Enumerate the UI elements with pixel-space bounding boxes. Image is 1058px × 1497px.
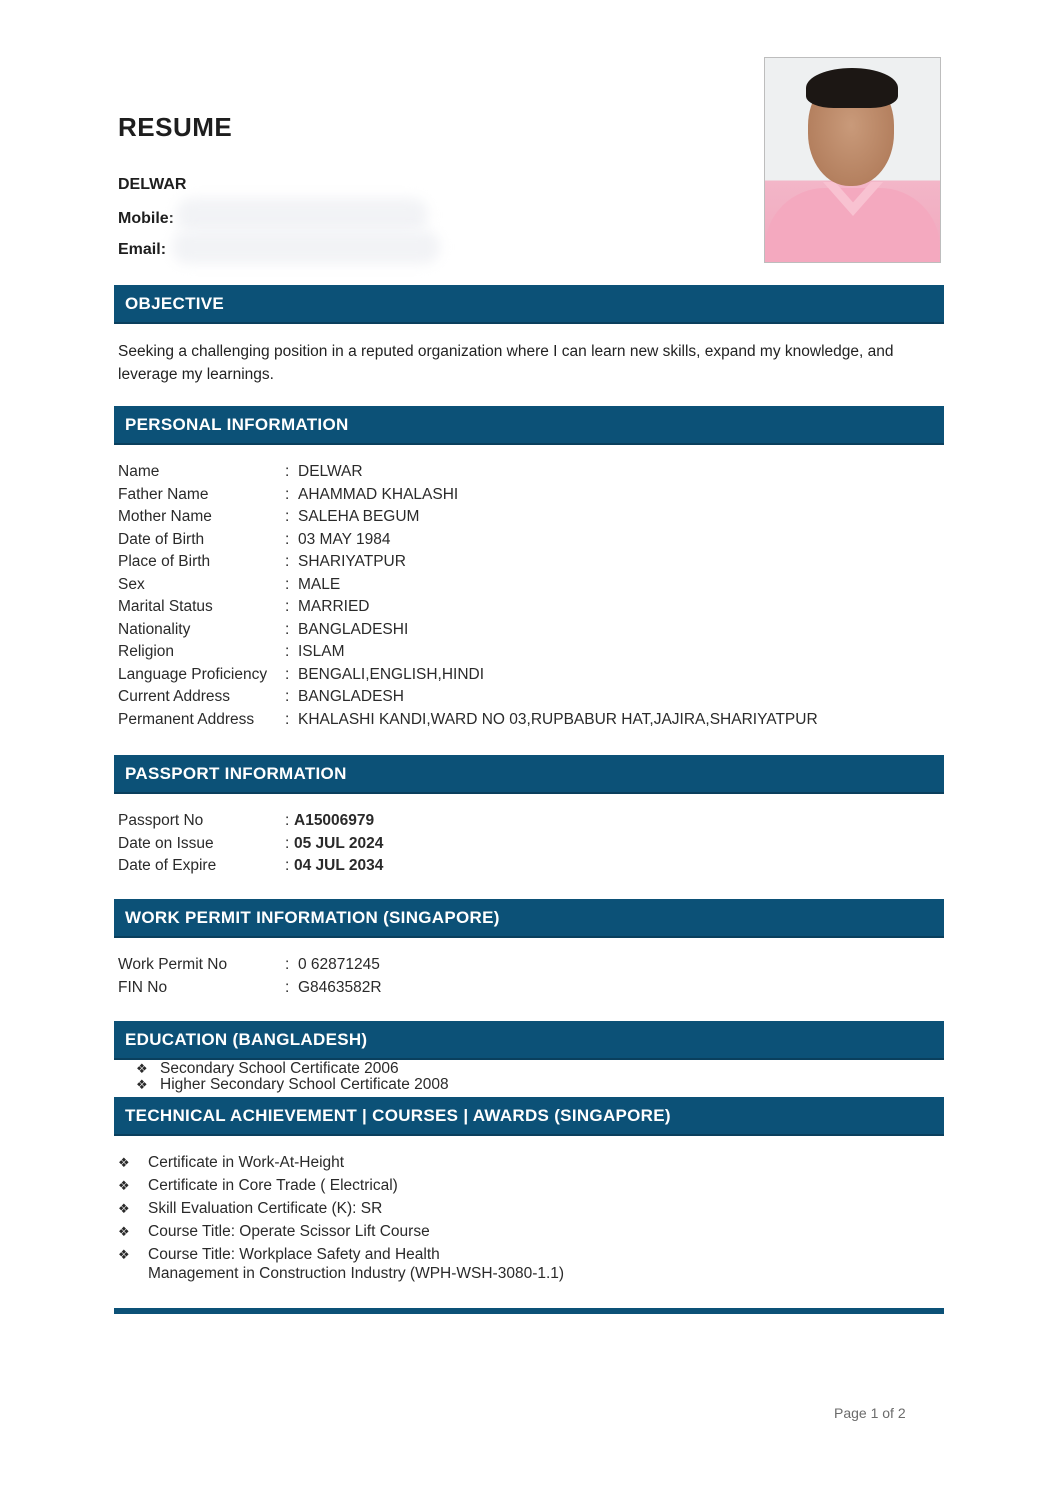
bullet-icon: ❖	[118, 1178, 130, 1193]
info-colon: :	[285, 553, 290, 570]
info-label: Nationality	[118, 620, 191, 638]
info-colon: :	[285, 485, 290, 503]
section-technical-achievement: TECHNICAL ACHIEVEMENT | COURSES | AWARDS (SINGAPORE)	[114, 1097, 944, 1134]
applicant-name: DELWAR	[118, 176, 187, 193]
info-value: KHALASHI KANDI,WARD NO 03,RUPBABUR HAT,JAJIRA,SHARIYATPUR	[298, 710, 818, 728]
info-value: G8463582R	[298, 978, 382, 996]
objective-text: Seeking a challenging position in a reputed organization where I can learn new skills, expand my knowledge, and leverage my learnings.	[118, 343, 894, 383]
bullet-icon: ❖	[118, 1247, 130, 1262]
info-colon: :	[285, 956, 290, 973]
info-value: DELWAR	[298, 463, 363, 480]
bullet-icon: ❖	[136, 1077, 148, 1092]
technical-text: Skill Evaluation Certificate (K): SR	[148, 1200, 383, 1217]
info-value: BANGLADESH	[298, 688, 404, 705]
info-label: Place of Birth	[118, 553, 211, 570]
info-label: Name	[118, 463, 160, 480]
info-value: 0 62871245	[298, 956, 380, 973]
info-label: Sex	[118, 575, 145, 593]
info-colon: :	[285, 812, 290, 829]
section-personal-information: PERSONAL INFORMATION	[114, 406, 944, 443]
info-colon: :	[285, 620, 290, 638]
mobile-label: Mobile:	[118, 210, 174, 227]
technical-text: Certificate in Core Trade ( Electrical)	[148, 1177, 398, 1194]
info-colon: :	[285, 463, 290, 480]
section-work-permit: WORK PERMIT INFORMATION (SINGAPORE)	[114, 899, 944, 936]
profile-photo	[764, 57, 941, 263]
section-objective: OBJECTIVE	[114, 285, 944, 322]
education-text: Higher Secondary School Certificate 2008	[160, 1076, 449, 1093]
info-value: 04 JUL 2034	[294, 857, 384, 874]
info-colon: :	[285, 508, 290, 525]
info-value: BENGALI,ENGLISH,HINDI	[298, 665, 485, 683]
info-colon: :	[285, 857, 290, 874]
redacted-mobile	[176, 198, 428, 232]
info-label: FIN No	[118, 978, 168, 996]
info-label: Marital Status	[118, 598, 213, 615]
section-passport-information: PASSPORT INFORMATION	[114, 755, 944, 792]
info-colon: :	[285, 834, 290, 852]
info-value: SHARIYATPUR	[298, 553, 406, 570]
info-value: MARRIED	[298, 598, 370, 615]
info-value: MALE	[298, 575, 341, 593]
info-colon: :	[285, 978, 290, 996]
info-label: Work Permit No	[118, 956, 228, 973]
info-label: Religion	[118, 643, 175, 660]
info-colon: :	[285, 665, 290, 683]
bullet-icon: ❖	[136, 1061, 148, 1076]
info-label: Date of Birth	[118, 530, 205, 548]
info-value: A15006979	[294, 812, 375, 829]
shirt-shape	[765, 188, 940, 263]
info-value: BANGLADESHI	[298, 620, 409, 638]
info-colon: :	[285, 575, 290, 593]
info-label: Language Proficiency	[118, 665, 268, 683]
bullet-icon: ❖	[118, 1155, 130, 1170]
info-value: 03 MAY 1984	[298, 530, 391, 548]
technical-text: Management in Construction Industry (WPH-WSH-3080-1.1)	[148, 1265, 565, 1282]
resume-title: RESUME	[118, 112, 233, 142]
info-colon: :	[285, 530, 290, 548]
redacted-email	[172, 230, 440, 264]
footer-divider	[114, 1308, 944, 1314]
hair-shape	[806, 68, 898, 108]
education-text: Secondary School Certificate 2006	[160, 1060, 399, 1077]
bullet-icon: ❖	[118, 1201, 130, 1216]
info-value: ISLAM	[298, 643, 345, 660]
info-label: Date of Expire	[118, 857, 217, 874]
info-label: Permanent Address	[118, 710, 255, 728]
info-colon: :	[285, 598, 290, 615]
info-label: Current Address	[118, 688, 230, 705]
info-label: Father Name	[118, 485, 209, 503]
email-label: Email:	[118, 241, 167, 258]
technical-text: Course Title: Operate Scissor Lift Course	[148, 1223, 430, 1240]
info-label: Passport No	[118, 812, 204, 829]
info-label: Date on Issue	[118, 834, 214, 852]
info-colon: :	[285, 710, 290, 728]
info-label: Mother Name	[118, 508, 212, 525]
technical-text: Certificate in Work-At-Height	[148, 1154, 345, 1171]
info-colon: :	[285, 643, 290, 660]
info-colon: :	[285, 688, 290, 705]
info-value: 05 JUL 2024	[294, 834, 384, 852]
info-value: AHAMMAD KHALASHI	[298, 485, 459, 503]
page-number: Page 1 of 2	[834, 1405, 906, 1421]
section-education: EDUCATION (BANGLADESH)	[114, 1021, 944, 1058]
bullet-icon: ❖	[118, 1224, 130, 1239]
info-value: SALEHA BEGUM	[298, 508, 420, 525]
technical-text: Course Title: Workplace Safety and Health	[148, 1246, 440, 1263]
